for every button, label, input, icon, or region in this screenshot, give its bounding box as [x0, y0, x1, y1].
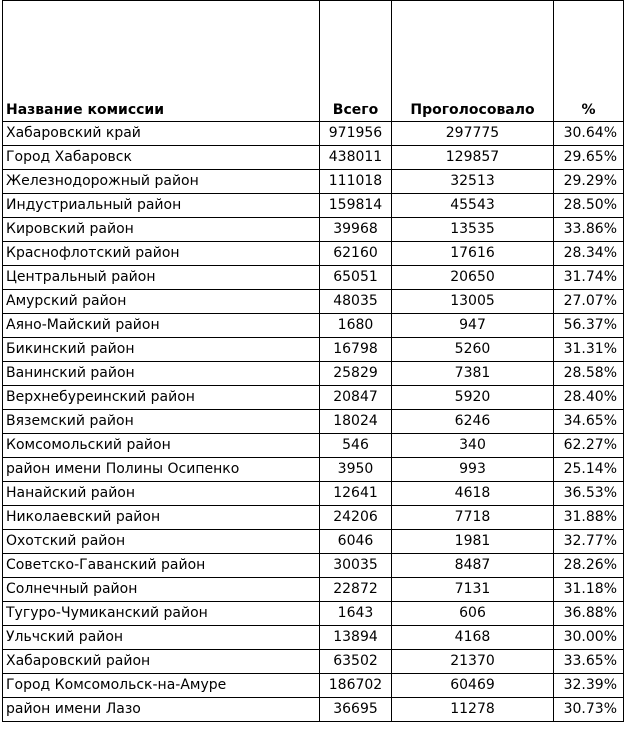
- cell-percent: 33.65%: [554, 650, 624, 674]
- cell-name: Советско-Гаванский район: [3, 554, 320, 578]
- cell-name: район имени Полины Осипенко: [3, 458, 320, 482]
- table-row: [3, 362, 624, 386]
- cell-voted: 45543: [392, 194, 554, 218]
- table-row: [3, 530, 624, 554]
- cell-total: 20847: [320, 386, 392, 410]
- cell-percent: 36.88%: [554, 602, 624, 626]
- table-row: [3, 266, 624, 290]
- header-percent: %: [554, 1, 624, 122]
- cell-percent: 25.14%: [554, 458, 624, 482]
- cell-name: Тугуро-Чумиканский район: [3, 602, 320, 626]
- cell-name: Хабаровский край: [3, 122, 320, 146]
- cell-voted: 21370: [392, 650, 554, 674]
- cell-percent: 56.37%: [554, 314, 624, 338]
- cell-total: 546: [320, 434, 392, 458]
- cell-name: Центральный район: [3, 266, 320, 290]
- cell-percent: 36.53%: [554, 482, 624, 506]
- cell-voted: 5260: [392, 338, 554, 362]
- cell-total: 16798: [320, 338, 392, 362]
- cell-name: Бикинский район: [3, 338, 320, 362]
- cell-percent: 33.86%: [554, 218, 624, 242]
- header-voted: Проголосовало: [392, 1, 554, 122]
- cell-percent: 31.74%: [554, 266, 624, 290]
- table-row: [3, 146, 624, 170]
- cell-total: 62160: [320, 242, 392, 266]
- cell-total: 3950: [320, 458, 392, 482]
- cell-name: Аяно-Майский район: [3, 314, 320, 338]
- cell-voted: 4618: [392, 482, 554, 506]
- cell-name: Краснофлотский район: [3, 242, 320, 266]
- cell-name: Верхнебуреинский район: [3, 386, 320, 410]
- cell-percent: 28.40%: [554, 386, 624, 410]
- cell-voted: 5920: [392, 386, 554, 410]
- table-row: [3, 698, 624, 722]
- cell-total: 438011: [320, 146, 392, 170]
- cell-voted: 947: [392, 314, 554, 338]
- table-row: [3, 314, 624, 338]
- cell-voted: 340: [392, 434, 554, 458]
- cell-name: Город Комсомольск-на-Амуре: [3, 674, 320, 698]
- cell-voted: 6246: [392, 410, 554, 434]
- cell-voted: 60469: [392, 674, 554, 698]
- header-row: [3, 1, 624, 122]
- cell-percent: 30.00%: [554, 626, 624, 650]
- header-name: Название комиссии: [3, 1, 320, 122]
- table-row: [3, 578, 624, 602]
- cell-total: 1680: [320, 314, 392, 338]
- cell-percent: 28.50%: [554, 194, 624, 218]
- table-row: [3, 194, 624, 218]
- table-row: [3, 170, 624, 194]
- table-row: [3, 410, 624, 434]
- table-row: [3, 122, 624, 146]
- cell-name: Железнодорожный район: [3, 170, 320, 194]
- cell-name: Ванинский район: [3, 362, 320, 386]
- cell-total: 186702: [320, 674, 392, 698]
- cell-percent: 31.88%: [554, 506, 624, 530]
- cell-voted: 129857: [392, 146, 554, 170]
- cell-percent: 32.77%: [554, 530, 624, 554]
- cell-percent: 28.58%: [554, 362, 624, 386]
- table-row: [3, 506, 624, 530]
- cell-voted: 4168: [392, 626, 554, 650]
- cell-voted: 297775: [392, 122, 554, 146]
- cell-total: 22872: [320, 578, 392, 602]
- cell-name: Кировский район: [3, 218, 320, 242]
- table-row: [3, 434, 624, 458]
- table-row: [3, 290, 624, 314]
- table-row: [3, 242, 624, 266]
- cell-name: район имени Лазо: [3, 698, 320, 722]
- cell-name: Нанайский район: [3, 482, 320, 506]
- table-row: [3, 626, 624, 650]
- cell-total: 971956: [320, 122, 392, 146]
- cell-voted: 7718: [392, 506, 554, 530]
- cell-percent: 31.18%: [554, 578, 624, 602]
- cell-total: 36695: [320, 698, 392, 722]
- cell-total: 39968: [320, 218, 392, 242]
- cell-percent: 30.73%: [554, 698, 624, 722]
- cell-name: Николаевский район: [3, 506, 320, 530]
- cell-total: 30035: [320, 554, 392, 578]
- cell-name: Ульчский район: [3, 626, 320, 650]
- cell-total: 24206: [320, 506, 392, 530]
- cell-name: Вяземский район: [3, 410, 320, 434]
- cell-voted: 11278: [392, 698, 554, 722]
- cell-voted: 8487: [392, 554, 554, 578]
- table-body: [3, 122, 624, 722]
- table-row: [3, 218, 624, 242]
- cell-percent: 31.31%: [554, 338, 624, 362]
- cell-total: 159814: [320, 194, 392, 218]
- cell-name: Амурский район: [3, 290, 320, 314]
- cell-percent: 62.27%: [554, 434, 624, 458]
- cell-name: Охотский район: [3, 530, 320, 554]
- cell-percent: 29.29%: [554, 170, 624, 194]
- table-row: [3, 602, 624, 626]
- cell-voted: 32513: [392, 170, 554, 194]
- header-total: Всего: [320, 1, 392, 122]
- cell-total: 18024: [320, 410, 392, 434]
- cell-total: 13894: [320, 626, 392, 650]
- table-row: [3, 554, 624, 578]
- table-row: [3, 338, 624, 362]
- turnout-table: [2, 0, 624, 722]
- cell-percent: 27.07%: [554, 290, 624, 314]
- cell-total: 12641: [320, 482, 392, 506]
- cell-voted: 1981: [392, 530, 554, 554]
- cell-percent: 30.64%: [554, 122, 624, 146]
- cell-percent: 34.65%: [554, 410, 624, 434]
- cell-percent: 28.34%: [554, 242, 624, 266]
- cell-voted: 993: [392, 458, 554, 482]
- cell-name: Комсомольский район: [3, 434, 320, 458]
- cell-total: 65051: [320, 266, 392, 290]
- cell-voted: 606: [392, 602, 554, 626]
- cell-percent: 28.26%: [554, 554, 624, 578]
- cell-percent: 32.39%: [554, 674, 624, 698]
- cell-voted: 7381: [392, 362, 554, 386]
- cell-total: 111018: [320, 170, 392, 194]
- table-row: [3, 482, 624, 506]
- table-row: [3, 386, 624, 410]
- table-row: [3, 650, 624, 674]
- cell-name: Хабаровский район: [3, 650, 320, 674]
- cell-voted: 13535: [392, 218, 554, 242]
- cell-voted: 17616: [392, 242, 554, 266]
- cell-percent: 29.65%: [554, 146, 624, 170]
- cell-name: Солнечный район: [3, 578, 320, 602]
- cell-total: 6046: [320, 530, 392, 554]
- cell-name: Город Хабаровск: [3, 146, 320, 170]
- table-row: [3, 458, 624, 482]
- cell-voted: 20650: [392, 266, 554, 290]
- cell-total: 48035: [320, 290, 392, 314]
- cell-voted: 7131: [392, 578, 554, 602]
- cell-voted: 13005: [392, 290, 554, 314]
- cell-total: 1643: [320, 602, 392, 626]
- cell-total: 63502: [320, 650, 392, 674]
- cell-total: 25829: [320, 362, 392, 386]
- cell-name: Индустриальный район: [3, 194, 320, 218]
- table-row: [3, 674, 624, 698]
